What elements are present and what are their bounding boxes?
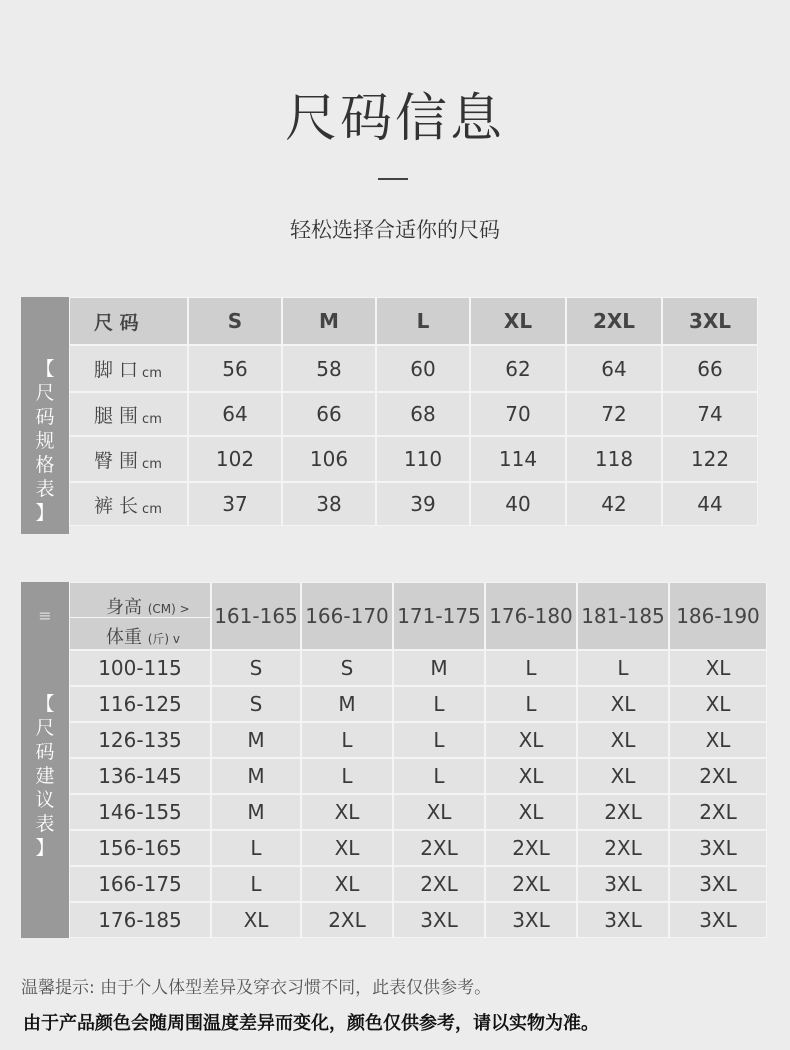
size-header-l: L (376, 297, 470, 345)
spec-value-cell: 38 (282, 482, 376, 526)
spec-value-cell: 70 (470, 392, 566, 436)
spec-row (69, 392, 758, 436)
spec-value-cell: 64 (188, 392, 282, 436)
unit-label: cm (142, 456, 162, 472)
spec-row (69, 345, 758, 392)
spec-value-cell: 66 (282, 392, 376, 436)
height-unit: (CM) > (147, 602, 190, 616)
weight-range-cell: 166-175 (69, 866, 211, 902)
weight-unit: (斤) v (147, 632, 181, 646)
suggested-size-cell: 2XL (393, 830, 485, 866)
suggested-size-cell: 2XL (485, 830, 577, 866)
suggested-size-cell: 3XL (485, 902, 577, 938)
suggested-size-cell: S (301, 650, 393, 686)
height-header-row (69, 582, 767, 650)
spec-value-cell: 114 (470, 436, 566, 482)
suggest-row (69, 650, 767, 686)
suggested-size-cell: XL (577, 686, 669, 722)
side-label-char: 格 (35, 454, 55, 476)
spec-value-cell: 66 (662, 345, 758, 392)
size-header-s: S (188, 297, 282, 345)
height-range-5: 181-185 (577, 582, 669, 650)
spec-row (69, 482, 758, 526)
side-label-char: 规 (35, 430, 55, 452)
spec-header-row (69, 297, 758, 345)
side-label-char: 表 (35, 478, 55, 500)
size-header-m: M (282, 297, 376, 345)
weight-range-cell: 126-135 (69, 722, 211, 758)
suggested-size-cell: L (211, 830, 301, 866)
suggested-size-cell: M (393, 650, 485, 686)
spec-value-cell: 40 (470, 482, 566, 526)
spec-value-cell: 56 (188, 345, 282, 392)
spec-value-cell: 106 (282, 436, 376, 482)
spec-value-cell: 110 (376, 436, 470, 482)
suggested-size-cell: 3XL (669, 866, 767, 902)
spec-row-label (69, 482, 188, 526)
suggested-size-cell: L (485, 686, 577, 722)
height-weight-header (69, 582, 211, 650)
suggested-size-cell: 3XL (577, 902, 669, 938)
spec-value-cell: 37 (188, 482, 282, 526)
weight-range-cell: 176-185 (69, 902, 211, 938)
side-label-char: 码 (35, 741, 55, 763)
height-range-3: 171-175 (393, 582, 485, 650)
spec-row-label (69, 436, 188, 482)
suggested-size-cell: M (211, 794, 301, 830)
spec-header-label: 尺 码 (69, 297, 188, 345)
spec-value-cell: 42 (566, 482, 662, 526)
unit-label: cm (142, 501, 162, 517)
measure-name: 腿 围 (94, 404, 139, 427)
tip-note: 温馨提示: 由于个人体型差异及穿衣习惯不同，此表仅供参考。 (21, 978, 492, 998)
suggested-size-cell: XL (301, 830, 393, 866)
suggested-size-cell: 2XL (485, 866, 577, 902)
suggested-size-cell: XL (669, 650, 767, 686)
measure-name: 裤 长 (94, 494, 139, 517)
suggested-size-cell: L (301, 758, 393, 794)
size-header-xl: XL (470, 297, 566, 345)
suggested-size-cell: L (393, 722, 485, 758)
spec-value-cell: 102 (188, 436, 282, 482)
suggested-size-cell: S (211, 686, 301, 722)
unit-label: cm (142, 411, 162, 427)
spec-value-cell: 44 (662, 482, 758, 526)
weight-range-cell: 146-155 (69, 794, 211, 830)
suggested-size-cell: L (393, 686, 485, 722)
weight-range-cell: 156-165 (69, 830, 211, 866)
height-range-2: 166-170 (301, 582, 393, 650)
page-subtitle: 轻松选择合适你的尺码 (290, 218, 500, 242)
page-title: 尺码信息 (284, 89, 505, 149)
spec-value-cell: 58 (282, 345, 376, 392)
height-range-4: 176-180 (485, 582, 577, 650)
title-divider (378, 178, 408, 180)
suggested-size-cell: 2XL (577, 830, 669, 866)
measure-name: 脚 口 (94, 359, 139, 381)
suggested-size-cell: L (211, 866, 301, 902)
suggested-size-cell: L (485, 650, 577, 686)
suggested-size-cell: XL (485, 794, 577, 830)
spec-row-label (69, 392, 188, 436)
suggested-size-cell: 3XL (577, 866, 669, 902)
measure-name: 臀 围 (94, 449, 139, 472)
spec-value-cell: 118 (566, 436, 662, 482)
suggested-size-cell: XL (669, 722, 767, 758)
spec-value-cell: 64 (566, 345, 662, 392)
side-label-char: 表 (35, 813, 55, 835)
weight-label: 体重 (106, 627, 142, 648)
side-label-char: 【 (35, 693, 55, 715)
side-label-char: 议 (35, 789, 55, 811)
spec-value-cell: 39 (376, 482, 470, 526)
suggested-size-cell: L (577, 650, 669, 686)
side-label-char: 【 (35, 358, 55, 380)
height-range-1: 161-165 (211, 582, 301, 650)
suggest-table-side-label (21, 582, 69, 938)
suggested-size-cell: 2XL (669, 794, 767, 830)
suggested-size-cell: XL (577, 722, 669, 758)
weight-range-cell: 136-145 (69, 758, 211, 794)
spec-table-side-label (21, 297, 69, 534)
side-label-char: 建 (35, 765, 55, 787)
suggested-size-cell: 2XL (301, 902, 393, 938)
side-label-char: 】 (35, 502, 55, 524)
suggested-size-cell: XL (211, 902, 301, 938)
suggest-row (69, 758, 767, 794)
height-range-6: 186-190 (669, 582, 767, 650)
side-label-char: 尺 (35, 382, 55, 404)
suggested-size-cell: L (301, 722, 393, 758)
size-header-2xl: 2XL (566, 297, 662, 345)
side-label-char: 尺 (35, 717, 55, 739)
size-header-3xl: 3XL (662, 297, 758, 345)
suggested-size-cell: XL (301, 866, 393, 902)
side-label-char: 码 (35, 406, 55, 428)
suggested-size-cell: 2XL (393, 866, 485, 902)
suggest-row (69, 686, 767, 722)
suggest-row (69, 866, 767, 902)
spec-value-cell: 74 (662, 392, 758, 436)
suggested-size-cell: XL (669, 686, 767, 722)
suggest-row (69, 722, 767, 758)
spec-value-cell: 72 (566, 392, 662, 436)
suggested-size-cell: 3XL (669, 830, 767, 866)
weight-range-cell: 116-125 (69, 686, 211, 722)
suggested-size-cell: XL (301, 794, 393, 830)
spec-row-label (69, 345, 188, 392)
spec-value-cell: 122 (662, 436, 758, 482)
suggest-row (69, 902, 767, 938)
suggest-row (69, 830, 767, 866)
weight-range-cell: 100-115 (69, 650, 211, 686)
suggest-row (69, 794, 767, 830)
suggested-size-cell: 2XL (577, 794, 669, 830)
suggested-size-cell: 3XL (669, 902, 767, 938)
spec-row (69, 436, 758, 482)
suggested-size-cell: 2XL (669, 758, 767, 794)
suggested-size-cell: M (211, 758, 301, 794)
height-label: 身高 (106, 597, 142, 618)
suggested-size-cell: XL (577, 758, 669, 794)
suggested-size-cell: XL (393, 794, 485, 830)
side-label-char: 】 (35, 837, 55, 859)
color-disclaimer: 由于产品颜色会随周围温度差异而变化，颜色仅供参考，请以实物为准。 (23, 1013, 599, 1034)
suggested-size-cell: S (211, 650, 301, 686)
suggested-size-cell: XL (485, 722, 577, 758)
suggested-size-cell: M (301, 686, 393, 722)
suggested-size-cell: 3XL (393, 902, 485, 938)
suggested-size-cell: XL (485, 758, 577, 794)
spec-value-cell: 68 (376, 392, 470, 436)
menu-lines-icon: ≡ (38, 606, 52, 625)
spec-value-cell: 60 (376, 345, 470, 392)
spec-value-cell: 62 (470, 345, 566, 392)
suggested-size-cell: M (211, 722, 301, 758)
unit-label: cm (142, 366, 162, 381)
suggested-size-cell: L (393, 758, 485, 794)
